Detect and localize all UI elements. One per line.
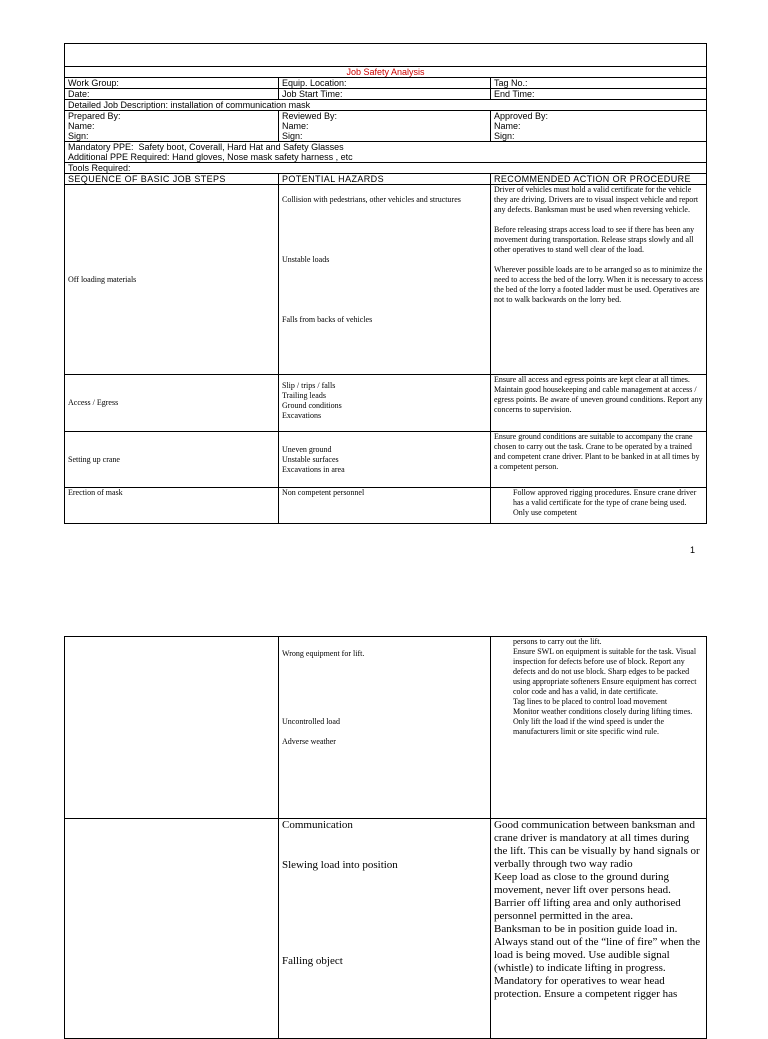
hazard-text: Unstable loads: [282, 255, 330, 264]
hazard-cell: [279, 375, 491, 432]
action-cell: Follow approved rigging procedures. Ensure crane driver has a valid certificate for the type of crane being used. Only use competent: [491, 488, 707, 524]
form-title: Job Safety Analysis: [65, 67, 707, 78]
prepared-by-label: Prepared By:: [68, 111, 121, 121]
hazard-text: Trailing leads: [282, 391, 326, 400]
action-cell: [491, 637, 707, 819]
equip-location-field: Equip. Location:: [279, 78, 491, 89]
hazard-text: Adverse weather: [282, 737, 336, 746]
step-cell: [65, 637, 279, 819]
job-start-time-field: Job Start Time:: [279, 89, 491, 100]
hazard-text: Slewing load into position: [282, 859, 398, 871]
reviewed-by-label: Reviewed By:: [282, 111, 338, 121]
action-cell: [491, 185, 707, 375]
hazard-cell: Non competent personnel: [279, 488, 491, 524]
hazard-text: Excavations: [282, 411, 322, 420]
hazard-text: Falling object: [282, 955, 343, 967]
hazard-cell: [279, 432, 491, 488]
hazard-text: Slip / trips / falls: [282, 381, 336, 390]
action-text: Wherever possible loads are to be arranged so as to minimize the need to access the bed of the lorry. When it is necessary to access the bed of the lorry a footed ladder must be used. Operatives are not to walk backwards on the lorry bed.: [494, 265, 704, 304]
job-description: Detailed Job Description: installation of communication mask: [65, 100, 707, 111]
hazard-text: Uneven ground: [282, 444, 332, 454]
tools-required: Tools Required:: [65, 163, 707, 174]
step-cell: Erection of mask: [65, 488, 279, 524]
action-text: Monitor weather conditions closely during lifting times. Only lift the load if the wind speed is under the manufacturers limit or site specific wind rule.: [513, 707, 693, 736]
table-row: [65, 488, 707, 524]
action-text: persons to carry out the lift.: [513, 637, 602, 646]
hazard-text: Uncontrolled load: [282, 717, 340, 726]
page-2: [64, 636, 706, 1039]
page-1: [64, 43, 706, 524]
column-header-hazards: POTENTIAL HAZARDS: [279, 174, 491, 185]
date-field: Date:: [65, 89, 279, 100]
action-cell: Ensure ground conditions are suitable to accompany the crane chosen to carry out the task. Crane to be operated by a trained and competent crane driver. Plant to be banked in at all times by a competent person.: [491, 432, 707, 488]
additional-ppe: Additional PPE Required: Hand gloves, Nose mask safety harness , etc: [68, 152, 353, 162]
table-row: [65, 637, 707, 819]
mandatory-ppe: Mandatory PPE: Safety boot, Coverall, Hard Hat and Safety Glasses: [68, 142, 344, 152]
prepared-by-cell: [65, 111, 279, 142]
action-text: Tag lines to be placed to control load movement: [513, 697, 668, 706]
hazard-text: Unstable surfaces: [282, 454, 339, 464]
step-cell: [65, 819, 279, 1039]
tag-no-field: Tag No.:: [491, 78, 707, 89]
end-time-field: End Time:: [491, 89, 707, 100]
hazard-text: Wrong equipment for lift.: [282, 649, 365, 658]
action-text: Always stand out of the “line of fire” when the load is being moved. Use audible signal (whistle) to indicate lifting in progress.: [494, 936, 701, 974]
table-row: [65, 432, 707, 488]
work-group-field: Work Group:: [65, 78, 279, 89]
column-header-actions: RECOMMENDED ACTION OR PROCEDURE: [491, 174, 707, 185]
ppe-cell: [65, 142, 707, 163]
hazard-cell: [279, 185, 491, 375]
page-number: 1: [690, 545, 696, 555]
action-text: Keep load as close to the ground during movement, never lift over persons head.: [494, 871, 671, 896]
hazard-text: Excavations in area: [282, 464, 345, 474]
action-text: Driver of vehicles must hold a valid certificate for the vehicle they are driving. Drivers are to visual inspect vehicle and report any defects. Banksman must be used when reversing vehicle.: [494, 185, 699, 214]
table-row: [65, 819, 707, 1039]
action-text: Good communication between banksman and crane driver is mandatory at all times during the lift. This can be visually by hand signals or verbally through two way radio: [494, 819, 700, 870]
approved-name-label: Name:: [494, 121, 521, 131]
hazard-text: Collision with pedestrians, other vehicles and structures: [282, 195, 461, 204]
action-text: Banksman to be in position guide load in.: [494, 923, 678, 935]
approved-by-cell: [491, 111, 707, 142]
jsa-form-table: [64, 43, 707, 524]
reviewed-by-cell: [279, 111, 491, 142]
prepared-sign-label: Sign:: [68, 131, 89, 141]
step-cell: Access / Egress: [65, 375, 279, 432]
action-cell: [491, 819, 707, 1039]
hazard-text: Ground conditions: [282, 401, 342, 410]
hazard-cell: [279, 819, 491, 1039]
table-row: [65, 375, 707, 432]
action-cell: Ensure all access and egress points are kept clear at all times. Maintain good housekeeping and cable management at access / egress points. Be aware of uneven ground conditions. Report any concerns to supervision.: [491, 375, 707, 432]
action-text: Mandatory for operatives to wear head protection. Ensure a competent rigger has: [494, 975, 678, 1000]
step-cell: Off loading materials: [65, 185, 279, 375]
action-text: Before releasing straps access load to see if there has been any movement during transportation. Release straps slowly and all other operatives to stand well clear of the load.: [494, 225, 695, 254]
action-text: Ensure SWL on equipment is suitable for the task. Visual inspection for defects before use of block. Report any defects and do not use block. Sharp edges to be packed using appropriate softeners Ensure equipment has correct color code and has a valid, in date certificate.: [513, 647, 697, 696]
approved-by-label: Approved By:: [494, 111, 549, 121]
hazard-cell: [279, 637, 491, 819]
approved-sign-label: Sign:: [494, 131, 515, 141]
hazard-text: Communication: [282, 819, 353, 831]
jsa-continuation-table: [64, 636, 707, 1039]
table-row: [65, 185, 707, 375]
action-text: Barrier off lifting area and only authorised personnel permitted in the area.: [494, 897, 681, 922]
reviewed-name-label: Name:: [282, 121, 309, 131]
prepared-name-label: Name:: [68, 121, 95, 131]
hazard-text: Falls from backs of vehicles: [282, 315, 373, 324]
blank-header-cell: [65, 44, 707, 67]
reviewed-sign-label: Sign:: [282, 131, 303, 141]
column-header-steps: SEQUENCE OF BASIC JOB STEPS: [65, 174, 279, 185]
step-cell: Setting up crane: [65, 432, 279, 488]
